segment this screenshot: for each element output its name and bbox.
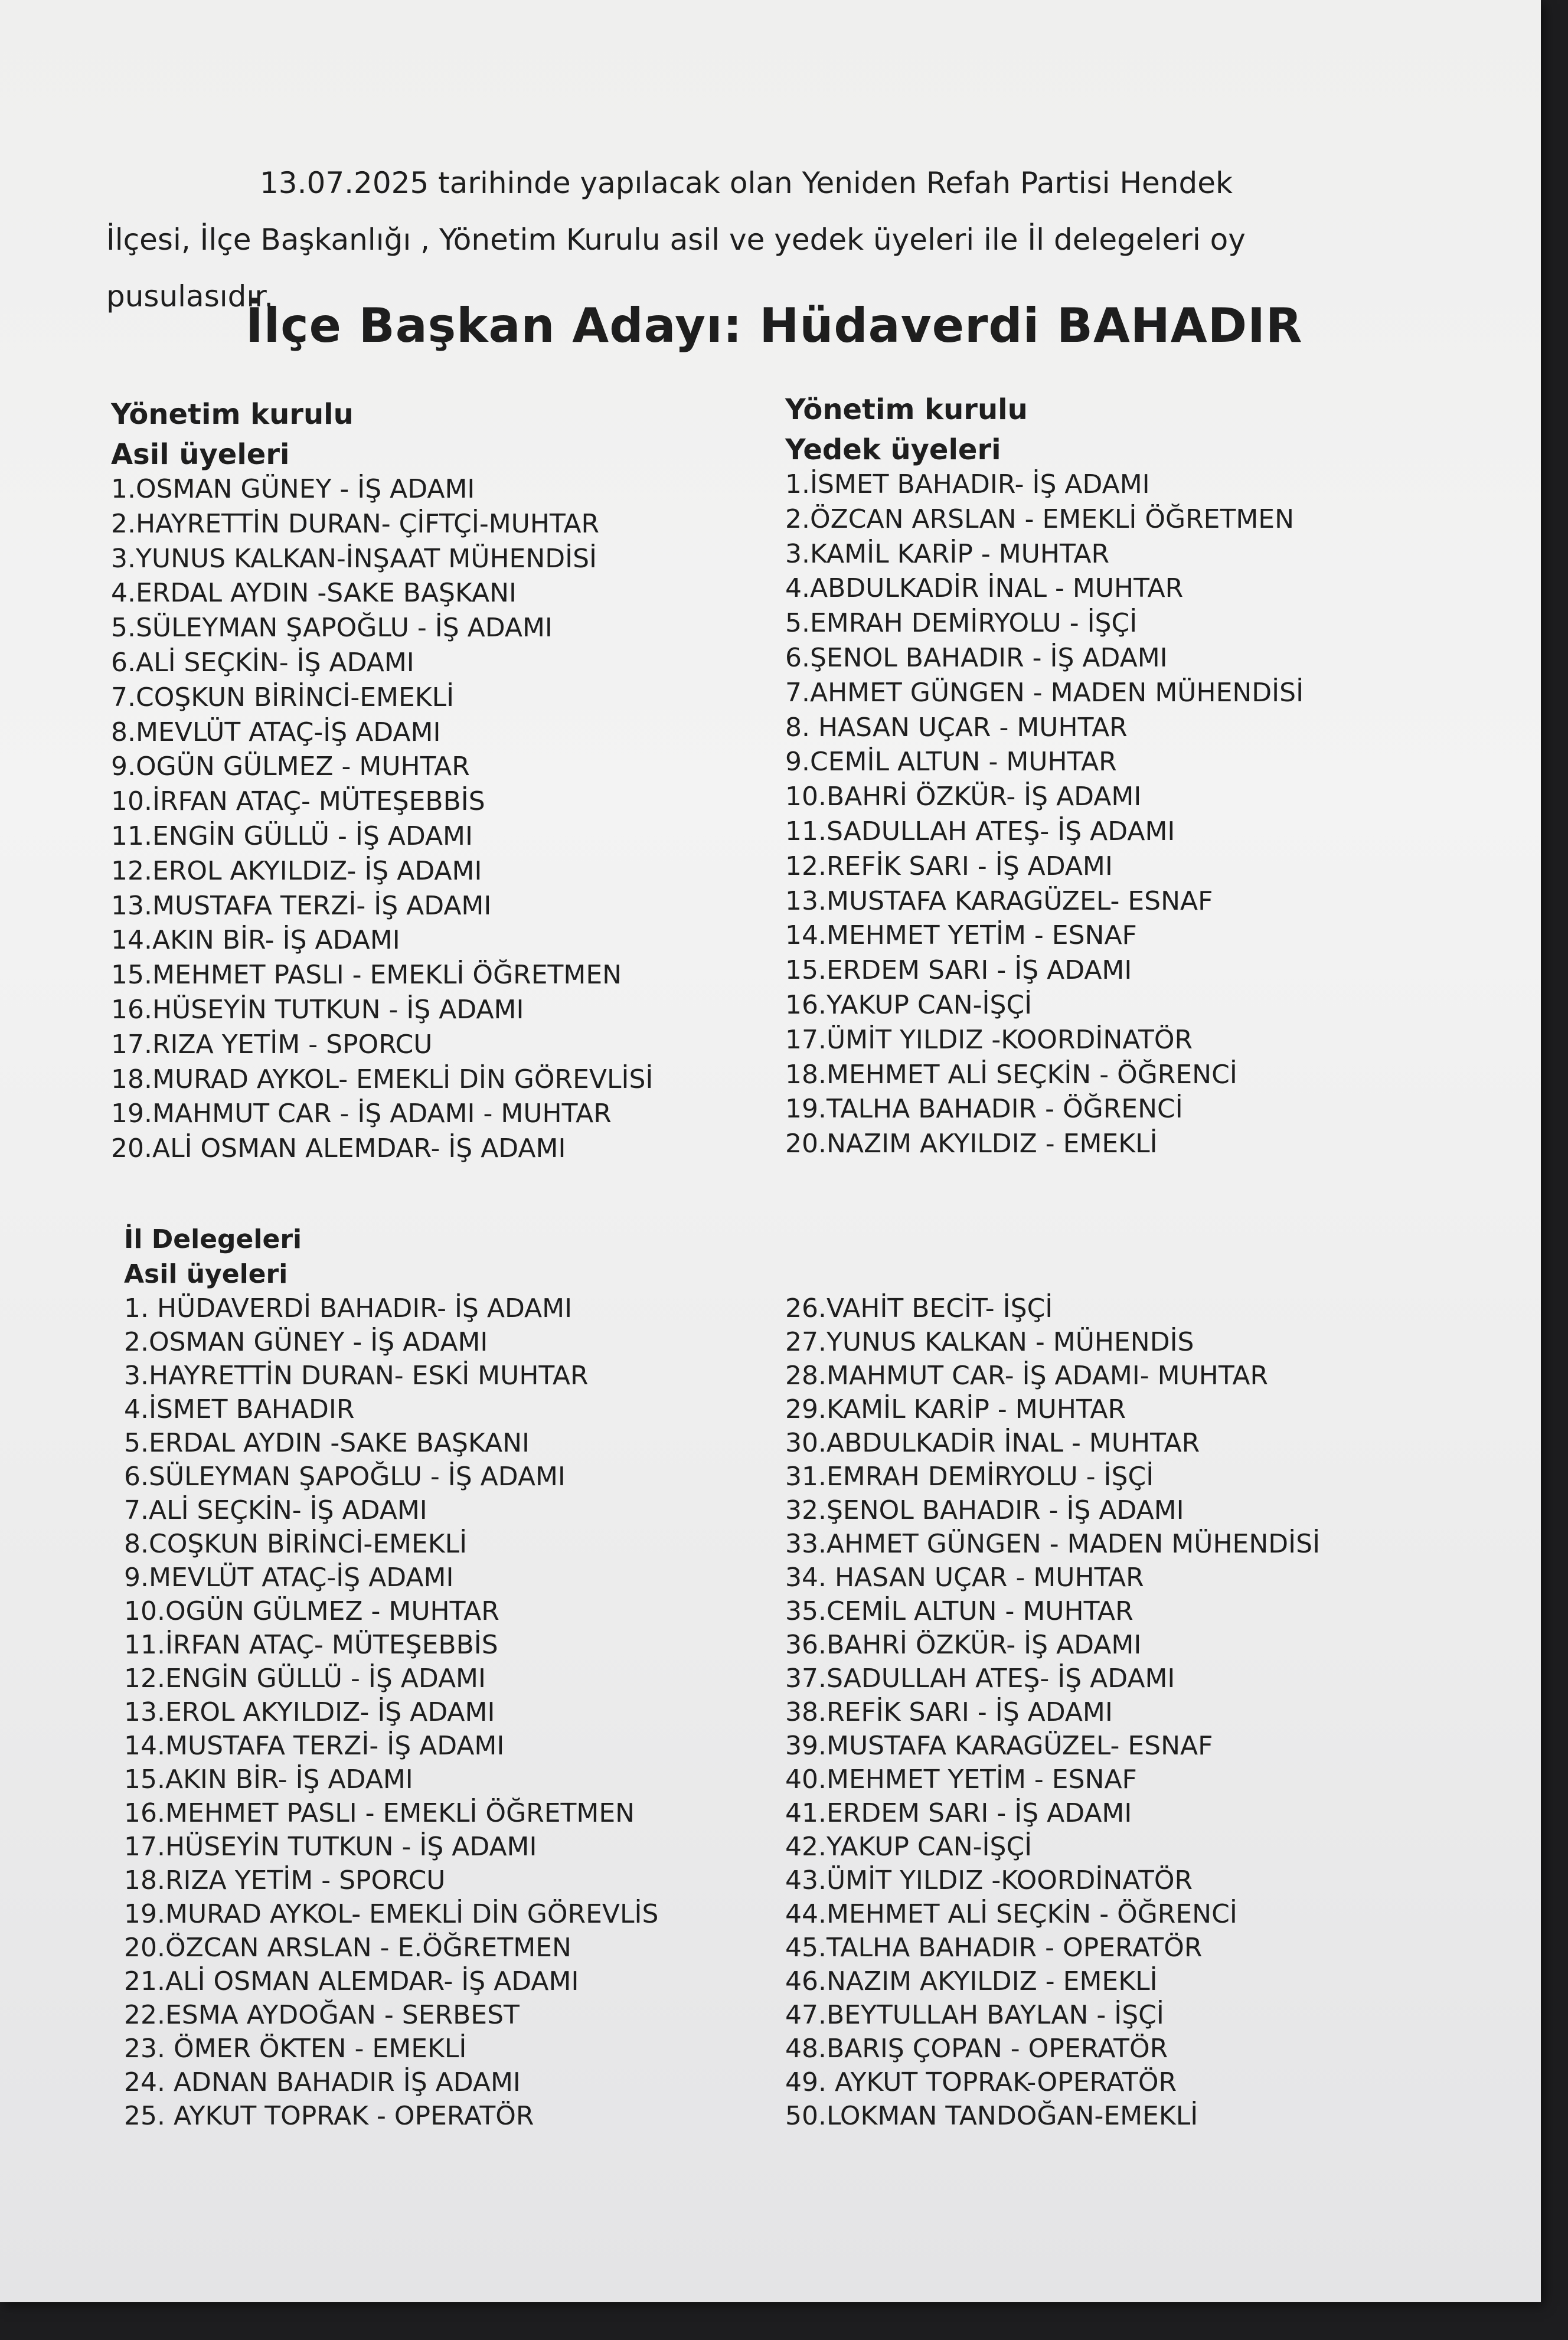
list-item: 12.REFİK SARI - İŞ ADAMI — [785, 851, 1113, 881]
list-item: 4.ERDAL AYDIN -SAKE BAŞKANI — [111, 578, 517, 609]
list-item: 4.İSMET BAHADIR — [124, 1394, 355, 1424]
list-item: 47.BEYTULLAH BAYLAN - İŞÇİ — [785, 2000, 1164, 2030]
list-item: 13.MUSTAFA KARAGÜZEL- ESNAF — [785, 885, 1213, 916]
list-item: 7.ALİ SEÇKİN- İŞ ADAMI — [124, 1495, 427, 1525]
list-item: 11.İRFAN ATAÇ- MÜTEŞEBBİS — [124, 1630, 498, 1660]
list-item: 36.BAHRİ ÖZKÜR- İŞ ADAMI — [785, 1630, 1142, 1660]
list-item: 4.ABDULKADİR İNAL - MUHTAR — [785, 573, 1184, 604]
list-item: 31.EMRAH DEMİRYOLU - İŞÇİ — [785, 1462, 1154, 1492]
list-item: 1.İSMET BAHADIR- İŞ ADAMI — [785, 469, 1150, 499]
list-item: 26.VAHİT BECİT- İŞÇİ — [785, 1293, 1053, 1323]
list-item: 38.REFİK SARI - İŞ ADAMI — [785, 1697, 1113, 1727]
list-item: 8.MEVLÜT ATAÇ-İŞ ADAMI — [111, 717, 441, 747]
list-item: 43.ÜMİT YILDIZ -KOORDİNATÖR — [785, 1865, 1193, 1895]
list-item: 42.YAKUP CAN-İŞÇİ — [785, 1832, 1033, 1862]
list-item: 33.AHMET GÜNGEN - MADEN MÜHENDİSİ — [785, 1529, 1321, 1559]
board-heading: Yönetim kurulu — [785, 393, 1028, 426]
list-item: 3.KAMİL KARİP - MUHTAR — [785, 538, 1110, 569]
list-item: 22.ESMA AYDOĞAN - SERBEST — [124, 2000, 520, 2030]
list-item: 25. AYKUT TOPRAK - OPERATÖR — [124, 2101, 534, 2131]
board-reserve-members-list — [785, 468, 1304, 1162]
list-item: 16.HÜSEYİN TUTKUN - İŞ ADAMI — [111, 994, 524, 1025]
list-item: 7.COŞKUN BİRİNCİ-EMEKLİ — [111, 682, 455, 713]
provincial-delegates-list-left — [124, 1292, 658, 2133]
list-item: 17.RIZA YETİM - SPORCU — [111, 1029, 433, 1060]
list-item: 9.OGÜN GÜLMEZ - MUHTAR — [111, 751, 470, 782]
list-item: 18.MURAD AYKOL- EMEKLİ DİN GÖREVLİSİ — [111, 1064, 654, 1094]
list-item: 46.NAZIM AKYILDIZ - EMEKLİ — [785, 1966, 1158, 1996]
list-item: 30.ABDULKADİR İNAL - MUHTAR — [785, 1428, 1200, 1458]
list-item: 16.YAKUP CAN-İŞÇİ — [785, 989, 1033, 1020]
list-item: 6.ALİ SEÇKİN- İŞ ADAMI — [111, 647, 414, 678]
list-item: 27.YUNUS KALKAN - MÜHENDİS — [785, 1327, 1194, 1357]
list-item: 32.ŞENOL BAHADIR - İŞ ADAMI — [785, 1495, 1184, 1525]
list-item: 37.SADULLAH ATEŞ- İŞ ADAMI — [785, 1664, 1175, 1694]
list-item: 13.EROL AKYILDIZ- İŞ ADAMI — [124, 1697, 495, 1727]
list-item: 21.ALİ OSMAN ALEMDAR- İŞ ADAMI — [124, 1966, 579, 1996]
list-item: 29.KAMİL KARİP - MUHTAR — [785, 1394, 1126, 1424]
list-item: 18.MEHMET ALİ SEÇKİN - ÖĞRENCİ — [785, 1059, 1237, 1090]
list-item: 2.HAYRETTİN DURAN- ÇİFTÇİ-MUHTAR — [111, 508, 600, 539]
list-item: 20.NAZIM AKYILDIZ - EMEKLİ — [785, 1129, 1158, 1159]
list-item: 10.İRFAN ATAÇ- MÜTEŞEBBİS — [111, 786, 485, 817]
list-item: 40.MEHMET YETİM - ESNAF — [785, 1764, 1137, 1795]
list-item: 3.YUNUS KALKAN-İNŞAAT MÜHENDİSİ — [111, 543, 597, 574]
provincial-delegates-heading: İl Delegeleri — [124, 1224, 302, 1254]
board-main-members-column — [111, 392, 653, 1166]
list-item: 1.OSMAN GÜNEY - İŞ ADAMI — [111, 474, 475, 504]
list-item: 11.ENGİN GÜLLÜ - İŞ ADAMI — [111, 821, 473, 851]
list-item: 48.BARIŞ ÇOPAN - OPERATÖR — [785, 2034, 1168, 2064]
list-item: 8. HASAN UÇAR - MUHTAR — [785, 712, 1128, 743]
list-item: 49. AYKUT TOPRAK-OPERATÖR — [785, 2067, 1177, 2097]
list-item: 23. ÖMER ÖKTEN - EMEKLİ — [124, 2034, 467, 2064]
list-item: 9.MEVLÜT ATAÇ-İŞ ADAMI — [124, 1563, 454, 1593]
list-item: 14.MUSTAFA TERZİ- İŞ ADAMI — [124, 1731, 505, 1761]
list-item: 20.ÖZCAN ARSLAN - E.ÖĞRETMEN — [124, 1933, 571, 1963]
list-item: 2.ÖZCAN ARSLAN - EMEKLİ ÖĞRETMEN — [785, 504, 1295, 534]
list-item: 6.ŞENOL BAHADIR - İŞ ADAMI — [785, 642, 1168, 673]
list-item: 45.TALHA BAHADIR - OPERATÖR — [785, 1933, 1203, 1963]
list-item: 15.ERDEM SARI - İŞ ADAMI — [785, 955, 1132, 986]
delegates-subheading: Asil üyeleri — [124, 1259, 288, 1289]
list-item: 15.AKIN BİR- İŞ ADAMI — [124, 1764, 413, 1795]
list-item: 2.OSMAN GÜNEY - İŞ ADAMI — [124, 1327, 488, 1357]
list-item: 5.EMRAH DEMİRYOLU - İŞÇİ — [785, 608, 1138, 639]
list-item: 13.MUSTAFA TERZİ- İŞ ADAMI — [111, 890, 492, 921]
list-item: 17.HÜSEYİN TUTKUN - İŞ ADAMI — [124, 1832, 537, 1862]
list-item: 20.ALİ OSMAN ALEMDAR- İŞ ADAMI — [111, 1133, 566, 1164]
list-item: 10.BAHRİ ÖZKÜR- İŞ ADAMI — [785, 782, 1142, 812]
board-reserve-members-column — [785, 387, 1304, 1162]
list-item: 15.MEHMET PASLI - EMEKLİ ÖĞRETMEN — [111, 960, 622, 991]
list-item: 14.AKIN BİR- İŞ ADAMI — [111, 925, 400, 956]
list-item: 16.MEHMET PASLI - EMEKLİ ÖĞRETMEN — [124, 1798, 635, 1828]
candidate-title: İlçe Başkan Adayı: Hüdaverdi BAHADIR — [246, 298, 1303, 353]
main-members-subheading: Asil üyeleri — [111, 438, 290, 471]
list-item: 35.CEMİL ALTUN - MUHTAR — [785, 1596, 1133, 1626]
list-item: 28.MAHMUT CAR- İŞ ADAMI- MUHTAR — [785, 1361, 1269, 1391]
provincial-delegates-list-right — [785, 1292, 1320, 2133]
list-item: 14.MEHMET YETİM - ESNAF — [785, 920, 1137, 951]
list-item: 44.MEHMET ALİ SEÇKİN - ÖĞRENCİ — [785, 1899, 1237, 1929]
list-item: 1. HÜDAVERDİ BAHADIR- İŞ ADAMI — [124, 1293, 573, 1323]
list-item: 8.COŞKUN BİRİNCİ-EMEKLİ — [124, 1529, 468, 1559]
list-item: 39.MUSTAFA KARAGÜZEL- ESNAF — [785, 1731, 1213, 1761]
board-heading: Yönetim kurulu — [111, 398, 354, 431]
provincial-delegates-column-left — [124, 1222, 658, 2133]
list-item: 24. ADNAN BAHADIR İŞ ADAMI — [124, 2067, 521, 2097]
list-item: 7.AHMET GÜNGEN - MADEN MÜHENDİSİ — [785, 677, 1304, 708]
list-item: 12.EROL AKYILDIZ- İŞ ADAMI — [111, 855, 482, 886]
list-item: 3.HAYRETTİN DURAN- ESKİ MUHTAR — [124, 1361, 589, 1391]
reserve-members-subheading: Yedek üyeleri — [785, 433, 1001, 466]
list-item: 19.MURAD AYKOL- EMEKLİ DİN GÖREVLİS — [124, 1899, 659, 1929]
intro-text: 13.07.2025 tarihinde yapılacak olan Yeniden Refah Partisi Hendek İlçesi, İlçe Başkanlığı , Yönetim Kurulu asil ve yedek üyeleri ile İl delegeleri oy pusulasıdır. — [106, 166, 1246, 313]
list-item: 12.ENGİN GÜLLÜ - İŞ ADAMI — [124, 1664, 486, 1694]
list-item: 19.MAHMUT CAR - İŞ ADAMI - MUHTAR — [111, 1099, 612, 1129]
list-item: 5.SÜLEYMAN ŞAPOĞLU - İŞ ADAMI — [111, 613, 553, 643]
list-item: 50.LOKMAN TANDOĞAN-EMEKLİ — [785, 2101, 1198, 2131]
list-item: 34. HASAN UÇAR - MUHTAR — [785, 1563, 1144, 1593]
list-item: 41.ERDEM SARI - İŞ ADAMI — [785, 1798, 1132, 1828]
list-item: 11.SADULLAH ATEŞ- İŞ ADAMI — [785, 816, 1175, 847]
list-item: 18.RIZA YETİM - SPORCU — [124, 1865, 446, 1895]
list-item: 10.OGÜN GÜLMEZ - MUHTAR — [124, 1596, 499, 1626]
list-item: 17.ÜMİT YILDIZ -KOORDİNATÖR — [785, 1024, 1193, 1055]
list-item: 6.SÜLEYMAN ŞAPOĞLU - İŞ ADAMI — [124, 1462, 566, 1492]
board-main-members-list — [111, 472, 653, 1166]
list-item: 9.CEMİL ALTUN - MUHTAR — [785, 747, 1117, 777]
list-item: 5.ERDAL AYDIN -SAKE BAŞKANI — [124, 1428, 530, 1458]
provincial-delegates-column-right — [785, 1292, 1320, 2133]
list-item: 19.TALHA BAHADIR - ÖĞRENCİ — [785, 1094, 1183, 1125]
